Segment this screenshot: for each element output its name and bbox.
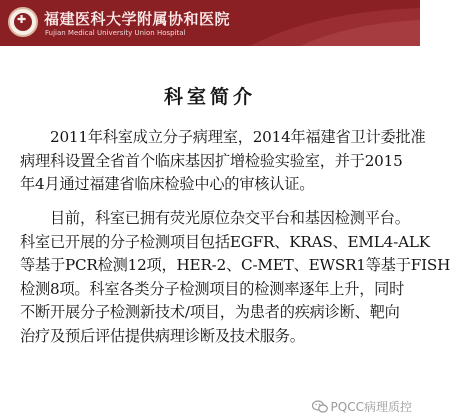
document-title: 科室简介 bbox=[163, 86, 256, 108]
hospital-header bbox=[0, 0, 420, 46]
watermark-text: PQCC病理质控 bbox=[330, 400, 412, 414]
source-watermark bbox=[312, 398, 412, 415]
hospital-logo bbox=[8, 7, 38, 37]
paragraph-line: 目前，科室已拥有荧光原位杂交平台和基因检测平台。 bbox=[20, 209, 410, 227]
paragraph-line: 治疗及预后评估提供病理诊断及技术服务。 bbox=[20, 326, 305, 345]
paragraph-line: 不断开展分子检测新技术/项目，为患者的疾病诊断、靶向 bbox=[20, 303, 400, 321]
paragraph-history bbox=[20, 126, 426, 197]
hospital-name-english: Fujian Medical University Union Hospital bbox=[45, 29, 186, 37]
wechat-icon bbox=[312, 400, 328, 413]
paragraph-line: 科室已开展的分子检测项目包括EGFR、KRAS、EML4-ALK bbox=[20, 232, 430, 251]
hospital-name: 福建医科大学附属协和医院 bbox=[44, 10, 231, 28]
hospital-logo-icon bbox=[14, 13, 32, 31]
paragraph-line: 2011年科室成立分子病理室，2014年福建省卫计委批准 bbox=[20, 128, 426, 146]
paragraph-line: 病理科设置全省首个临床基因扩增检验实验室，并于2015 bbox=[20, 151, 403, 170]
paragraph-line: 年4月通过福建省临床检验中心的审核认证。 bbox=[20, 175, 315, 193]
paragraph-line: 检测8项。科室各类分子检测项目的检测率逐年上升，同时 bbox=[20, 279, 405, 298]
paragraph-line: 等基于PCR检测12项，HER-2、C-MET、EWSR1等基于FISH bbox=[20, 256, 450, 274]
paragraph-current bbox=[20, 207, 450, 348]
